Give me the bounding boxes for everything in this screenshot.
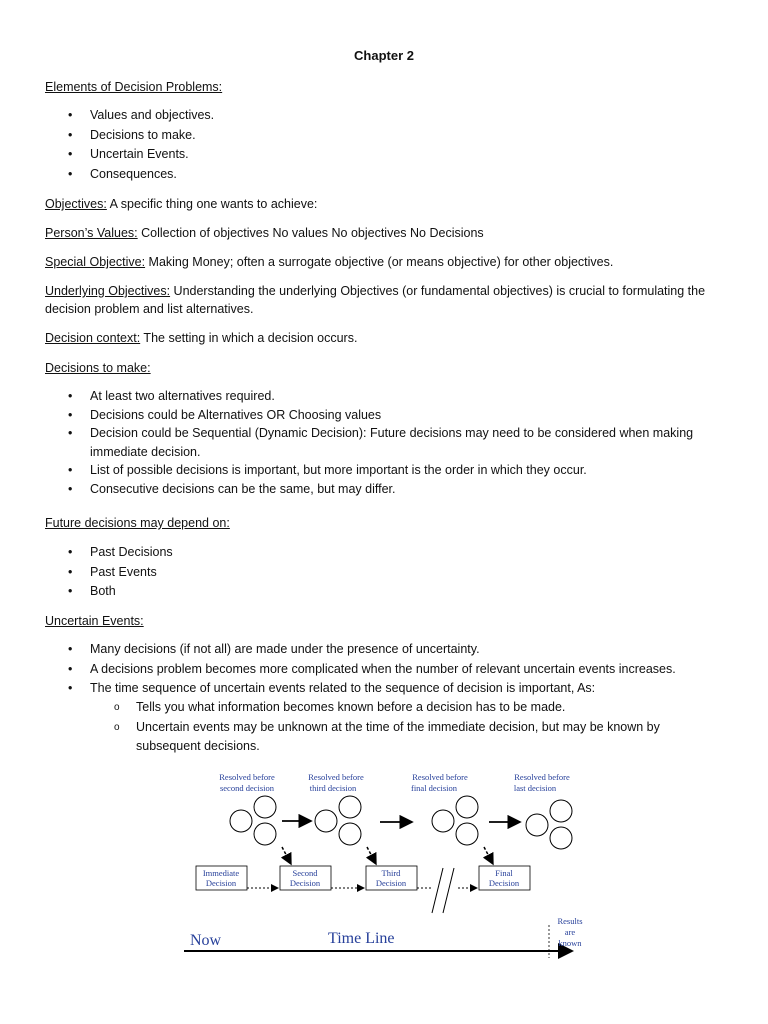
list-item: • Uncertain Events.	[68, 145, 728, 165]
list-item: • List of possible decisions is important, but more important is the order in which they occur.	[68, 461, 728, 480]
resolution-arrow	[484, 847, 493, 864]
definition-term: Objectives:	[45, 197, 107, 211]
break-mark	[432, 868, 443, 913]
results-label: are	[564, 927, 576, 937]
list-item: • The time sequence of uncertain events related to the sequence of decision is important, As:	[68, 679, 728, 699]
chapter-title: Chapter 2	[354, 48, 414, 63]
resolved-label-1: Resolved before	[219, 772, 275, 782]
list-item: • Both	[68, 582, 728, 602]
resolution-arrow	[367, 847, 376, 864]
event-circle	[456, 796, 478, 818]
event-circle	[432, 810, 454, 832]
decision-label: Decision	[375, 878, 407, 888]
list-item: • Decisions could be Alternatives OR Choosing values	[68, 406, 728, 425]
list-item: o Uncertain events may be unknown at the time of the immediate decision, but may be known by subsequent decisions.	[114, 718, 714, 757]
list-item: • Values and objectives.	[68, 106, 728, 126]
list-item: • Consequences.	[68, 165, 728, 185]
resolved-label-1-line2: second decision	[219, 783, 275, 793]
list-item: • Past Events	[68, 563, 728, 583]
event-circle	[254, 796, 276, 818]
list-item: • Consecutive decisions can be the same, but may differ.	[68, 480, 728, 499]
decision-label: Immediate	[202, 868, 240, 878]
event-circle	[456, 823, 478, 845]
definition-text: A specific thing one wants to achieve:	[106, 197, 318, 211]
event-circle	[315, 810, 337, 832]
event-circle	[254, 823, 276, 845]
results-label: known	[558, 938, 582, 948]
event-circle	[550, 827, 572, 849]
decision-label: Final	[495, 868, 513, 878]
event-circle	[526, 814, 548, 836]
uncertain-events-heading: Uncertain Events:	[45, 614, 144, 628]
decision-label: Decision	[205, 878, 237, 888]
definition-text: Collection of objectives No values No objectives No Decisions	[137, 226, 484, 240]
decision-label: Decision	[488, 878, 520, 888]
break-mark	[443, 868, 454, 913]
elements-heading: Elements of Decision Problems:	[45, 80, 223, 94]
event-circle	[550, 800, 572, 822]
resolved-label-2: Resolved before	[308, 772, 364, 782]
list-item: • At least two alternatives required.	[68, 387, 728, 406]
definition-term: Person’s Values:	[45, 226, 138, 240]
results-label: Results	[557, 916, 583, 926]
list-item: • A decisions problem becomes more complicated when the number of relevant uncertain events increases.	[68, 660, 728, 680]
resolved-label-3-line2: final decision	[410, 783, 458, 793]
definition-text: The setting in which a decision occurs.	[140, 331, 358, 345]
definition-term: Special Objective:	[45, 255, 146, 269]
definition-term: Decision context:	[45, 331, 141, 345]
decision-label: Second	[292, 868, 318, 878]
event-circle	[339, 796, 361, 818]
resolved-label-3: Resolved before	[412, 772, 468, 782]
time-line-label: Time Line	[328, 930, 395, 947]
list-item: • Decision could be Sequential (Dynamic Decision): Future decisions may need to be considered when making immediate decision.	[68, 424, 728, 461]
definition-term: Underlying Objectives:	[45, 284, 171, 298]
event-circle	[230, 810, 252, 832]
future-decisions-heading: Future decisions may depend on:	[45, 516, 230, 530]
resolved-label-4-line2: last decision	[513, 783, 557, 793]
definition-text: Making Money; often a surrogate objective (or means objective) for other objectives.	[145, 255, 614, 269]
resolved-label-4: Resolved before	[514, 772, 570, 782]
list-item: • Past Decisions	[68, 543, 728, 563]
event-circle	[339, 823, 361, 845]
resolution-arrow	[282, 847, 291, 864]
definition-text: Understanding the underlying Objectives (or fundamental objectives) is crucial to formulating the decision problem and list alternatives.	[45, 284, 706, 316]
resolved-label-2-line2: third decision	[309, 783, 357, 793]
list-item: • Many decisions (if not all) are made under the presence of uncertainty.	[68, 640, 728, 660]
list-item: o Tells you what information becomes known before a decision has to be made.	[114, 698, 714, 718]
list-item: • Decisions to make.	[68, 126, 728, 146]
now-label: Now	[190, 932, 222, 949]
decision-label: Decision	[289, 878, 321, 888]
decisions-heading: Decisions to make:	[45, 361, 151, 375]
decision-label: Third	[381, 868, 401, 878]
